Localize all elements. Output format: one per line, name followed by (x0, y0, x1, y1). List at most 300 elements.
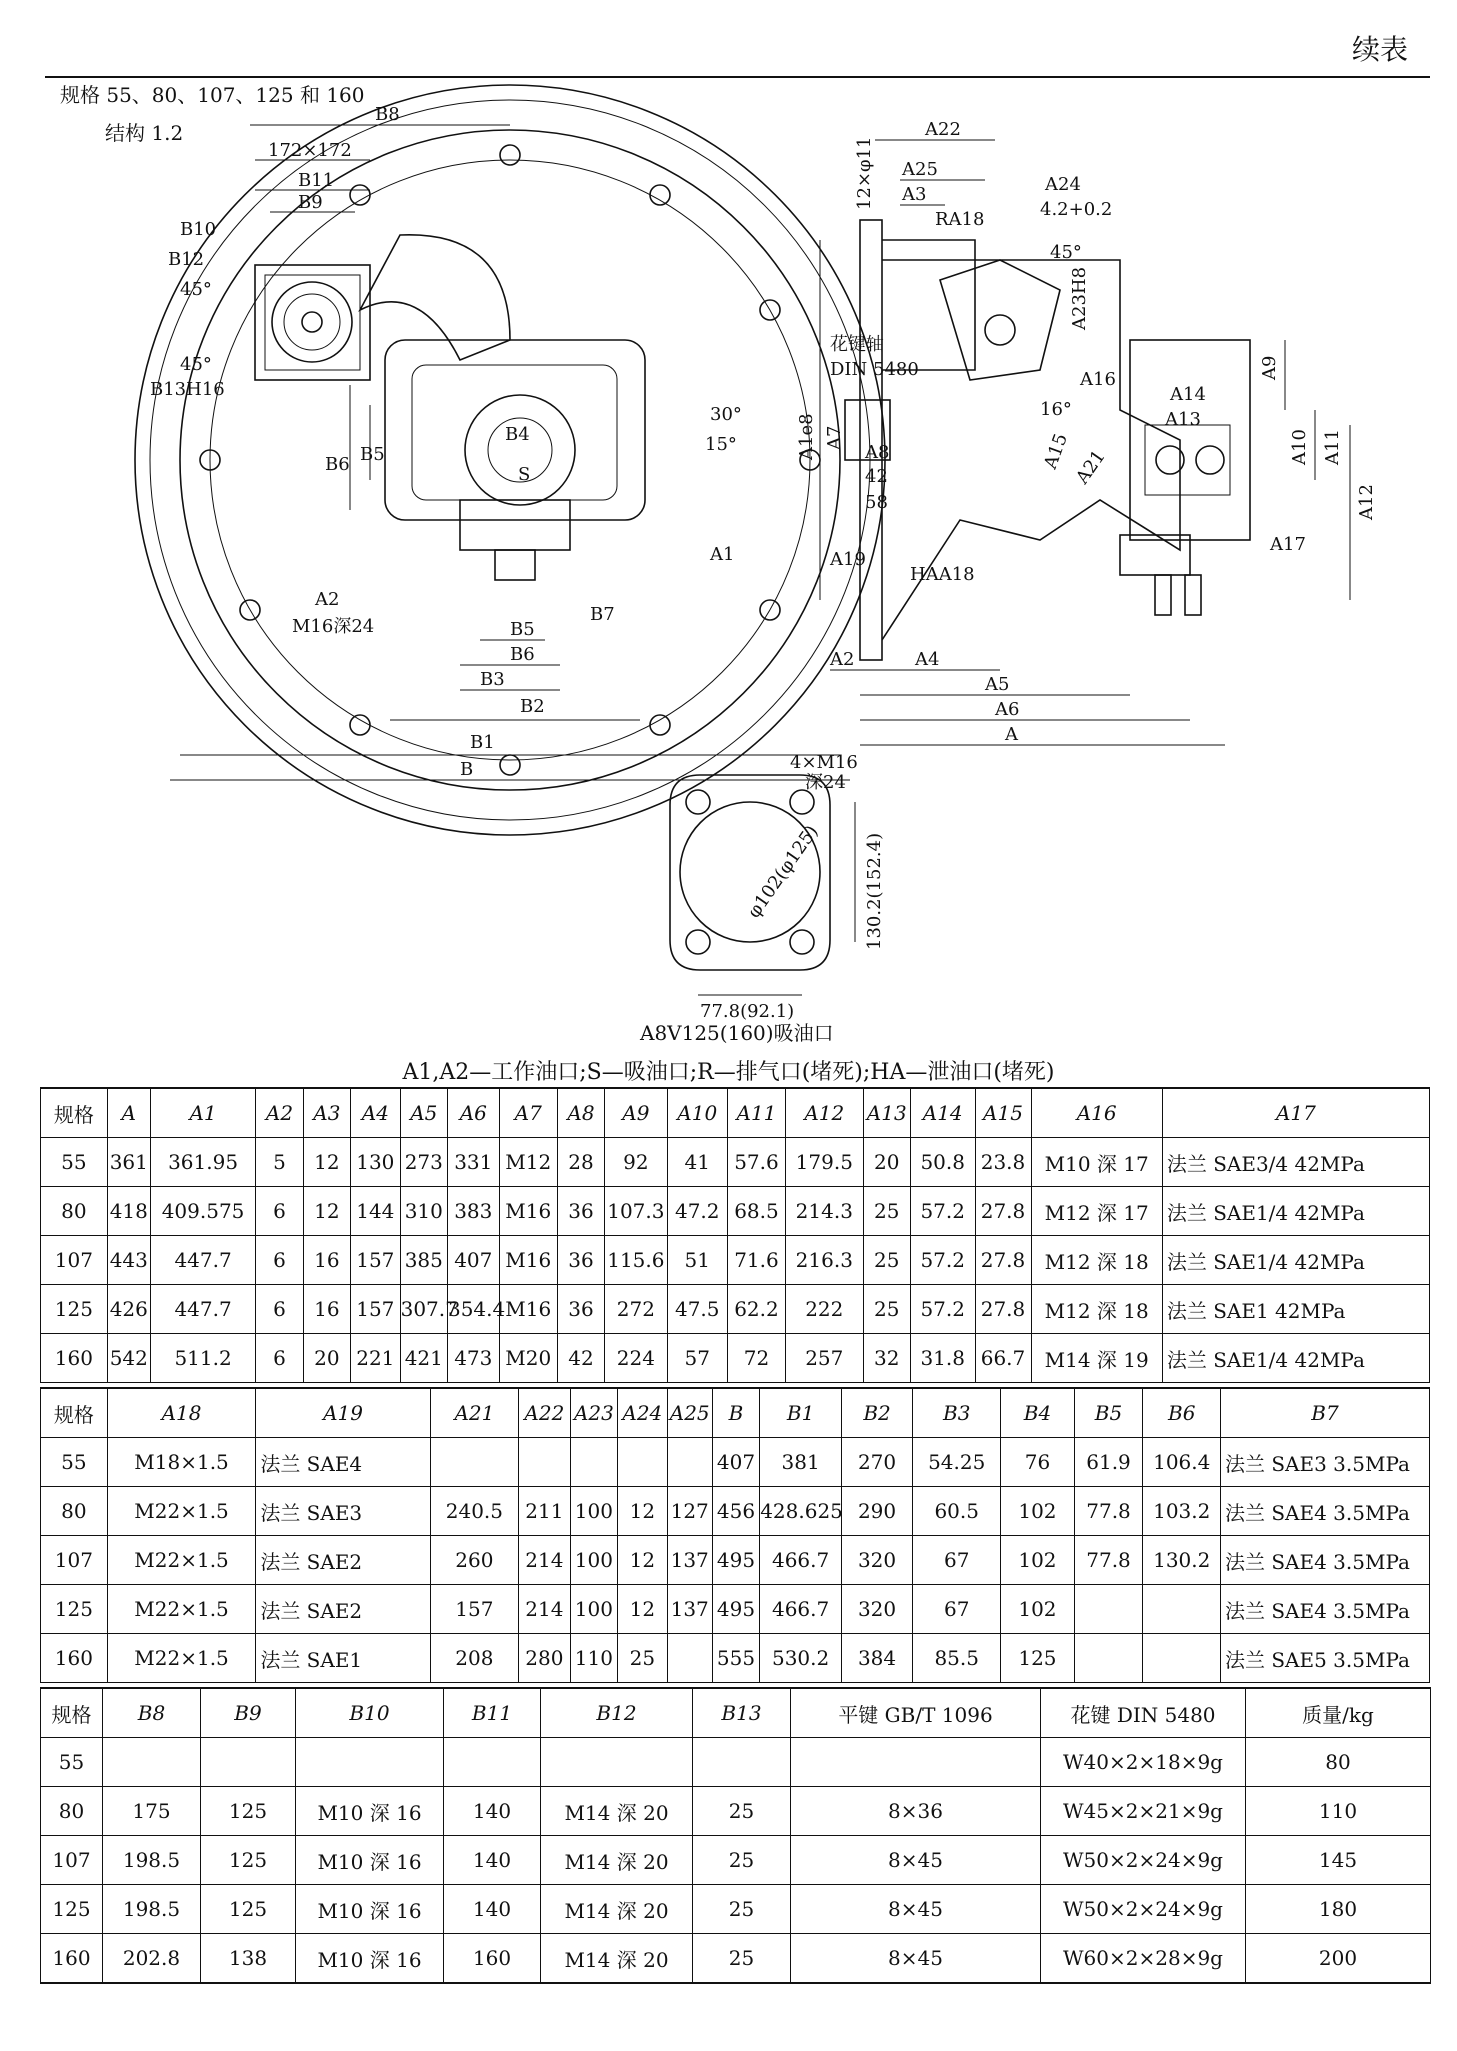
table-header-cell: A12 (786, 1088, 864, 1138)
table-cell: 法兰 SAE1/4 42MPa (1162, 1187, 1429, 1236)
table-cell: 法兰 SAE3 3.5MPa (1220, 1438, 1429, 1487)
table-cell: 法兰 SAE1 (256, 1634, 430, 1683)
table-cell: 6 (256, 1236, 303, 1285)
label-b9: B9 (298, 192, 323, 213)
table-cell: 320 (842, 1536, 913, 1585)
table-cell: 107 (41, 1236, 108, 1285)
table-row (41, 1738, 1431, 1787)
table-cell (570, 1438, 617, 1487)
table-cell (296, 1738, 444, 1787)
structure-line: 结构 1.2 (105, 121, 184, 145)
table-cell: M22×1.5 (107, 1585, 256, 1634)
label-15deg: 15° (705, 434, 737, 455)
label-172x172: 172×172 (268, 140, 352, 161)
table-cell (430, 1438, 518, 1487)
table-cell: 160 (444, 1934, 541, 1984)
table-cell: 138 (201, 1934, 296, 1984)
table-cell: 77.8 (1074, 1536, 1143, 1585)
table-header-cell: A13 (863, 1088, 910, 1138)
table-header-cell: 平键 GB/T 1096 (791, 1688, 1041, 1738)
table-cell: 8×45 (791, 1934, 1041, 1984)
table-cell: 12 (618, 1487, 668, 1536)
table-cell: 8×45 (791, 1836, 1041, 1885)
table-cell: 157 (351, 1236, 401, 1285)
label-a9: A9 (1259, 355, 1280, 380)
table-cell: 473 (447, 1334, 499, 1383)
spec-table-1-body (41, 1088, 1430, 1383)
table-cell: 25 (693, 1934, 791, 1984)
pump-dimension-drawing (40, 80, 1430, 1090)
table-cell: 106.4 (1143, 1438, 1221, 1487)
label-depth24: 深24 (805, 772, 846, 793)
table-cell: 140 (444, 1836, 541, 1885)
table-cell: 511.2 (150, 1334, 256, 1383)
table-header-cell: A24 (618, 1388, 668, 1438)
label-a10: A10 (1289, 429, 1310, 465)
table-cell: 6 (256, 1285, 303, 1334)
table-cell: 25 (693, 1836, 791, 1885)
table-cell: M14 深 20 (541, 1836, 693, 1885)
table-header-cell: 规格 (41, 1688, 103, 1738)
table-cell: 407 (447, 1236, 499, 1285)
table-cell: 456 (712, 1487, 759, 1536)
table-cell: 55 (41, 1138, 108, 1187)
table-cell: 381 (760, 1438, 842, 1487)
table-cell: 16 (303, 1236, 350, 1285)
table-cell: 102 (1001, 1536, 1074, 1585)
label-130-2: 130.2(152.4) (864, 832, 885, 950)
table-cell: 354.4 (447, 1285, 499, 1334)
table-header-cell: A (107, 1088, 150, 1138)
page-header (45, 0, 1430, 78)
table-cell: M10 深 17 (1031, 1138, 1162, 1187)
table-cell: 25 (618, 1634, 668, 1683)
label-haa18: HAA18 (910, 564, 975, 585)
table-header-cell: 规格 (41, 1088, 108, 1138)
table-header-cell: A1 (150, 1088, 256, 1138)
table-cell: 214.3 (786, 1187, 864, 1236)
spec-line: 规格 55、80、107、125 和 160 (60, 83, 365, 107)
label-a24: A24 (1045, 174, 1081, 195)
table-row (41, 1187, 1430, 1236)
label-a3: A3 (902, 184, 927, 205)
table-cell (444, 1738, 541, 1787)
table-header-cell: 花键 DIN 5480 (1041, 1688, 1246, 1738)
table-row (41, 1885, 1431, 1934)
table-cell: M22×1.5 (107, 1487, 256, 1536)
port-view-label: A8V125(160)吸油口 (640, 1021, 834, 1045)
label-a25: A25 (902, 159, 938, 180)
table-row (41, 1334, 1430, 1383)
table-cell: 54.25 (913, 1438, 1001, 1487)
table-cell: 法兰 SAE2 (256, 1585, 430, 1634)
label-a11: A11 (1322, 429, 1343, 465)
table-header-cell: A21 (430, 1388, 518, 1438)
table-header-cell: 规格 (41, 1388, 108, 1438)
table-cell: 76 (1001, 1438, 1074, 1487)
table-cell: 法兰 SAE4 3.5MPa (1220, 1585, 1429, 1634)
label-b6-left: B6 (325, 454, 350, 475)
table-cell: 68.5 (727, 1187, 785, 1236)
table-cell: 260 (430, 1536, 518, 1585)
table-cell: 107 (41, 1536, 108, 1585)
table-cell: 214 (519, 1585, 571, 1634)
label-45-top: 45° (180, 279, 212, 300)
table-cell: 85.5 (913, 1634, 1001, 1683)
spec-table-1 (40, 1087, 1430, 1383)
table-cell: 67 (913, 1585, 1001, 1634)
label-58: 58 (865, 492, 888, 513)
table-cell: M10 深 16 (296, 1885, 444, 1934)
table-cell: 12 (618, 1585, 668, 1634)
table-cell: 57.2 (910, 1236, 975, 1285)
table-cell: 273 (400, 1138, 447, 1187)
table-cell: 6 (256, 1187, 303, 1236)
table-cell: 418 (107, 1187, 150, 1236)
table-cell: 8×45 (791, 1885, 1041, 1934)
table-row (41, 1285, 1430, 1334)
table-cell: 466.7 (760, 1585, 842, 1634)
table-cell: 179.5 (786, 1138, 864, 1187)
label-a21: A21 (1071, 446, 1110, 488)
table-cell: M18×1.5 (107, 1438, 256, 1487)
table-header-cell: A15 (975, 1088, 1031, 1138)
table-header-row (41, 1388, 1430, 1438)
table-cell: 307.7 (400, 1285, 447, 1334)
table-cell: 125 (41, 1885, 103, 1934)
label-a23h8: A23H8 (1069, 266, 1090, 330)
spec-table-2-body (41, 1388, 1430, 1683)
table-cell: 310 (400, 1187, 447, 1236)
table-cell: 175 (103, 1787, 201, 1836)
table-header-cell: A17 (1162, 1088, 1429, 1138)
table-header-cell: A14 (910, 1088, 975, 1138)
table-cell: 47.2 (667, 1187, 727, 1236)
table-header-cell: B3 (913, 1388, 1001, 1438)
table-cell: 55 (41, 1738, 103, 1787)
table-cell: 130 (351, 1138, 401, 1187)
table-cell: M16 (499, 1236, 557, 1285)
table-cell: 202.8 (103, 1934, 201, 1984)
label-77-8: 77.8(92.1) (700, 1001, 795, 1022)
table-cell: W50×2×24×9g (1041, 1885, 1246, 1934)
table-cell: 180 (1246, 1885, 1431, 1934)
table-cell: 137 (667, 1585, 712, 1634)
table-header-cell: A11 (727, 1088, 785, 1138)
label-a12: A12 (1356, 484, 1377, 520)
table-cell: 法兰 SAE4 3.5MPa (1220, 1487, 1429, 1536)
label-12xphi11: 12×φ11 (854, 136, 875, 210)
table-header-cell: B1 (760, 1388, 842, 1438)
table-cell: 67 (913, 1536, 1001, 1585)
spec-table-3-body (41, 1688, 1431, 1983)
table-cell: 36 (557, 1187, 604, 1236)
table-cell: 125 (201, 1885, 296, 1934)
table-cell: 80 (41, 1487, 108, 1536)
label-a13: A13 (1165, 409, 1201, 430)
table-cell: 125 (41, 1585, 108, 1634)
table-row (41, 1934, 1431, 1984)
table-header-cell: A23 (570, 1388, 617, 1438)
label-spline-shaft: 花键轴 (830, 334, 884, 355)
table-cell: M22×1.5 (107, 1536, 256, 1585)
label-45deg-right: 45° (1050, 242, 1082, 263)
label-a7: A7 (824, 425, 845, 450)
table-header-cell: A22 (519, 1388, 571, 1438)
table-cell: M12 深 18 (1031, 1236, 1162, 1285)
table-cell (693, 1738, 791, 1787)
label-b5: B5 (510, 619, 535, 640)
table-row (41, 1236, 1430, 1285)
table-cell: 495 (712, 1536, 759, 1585)
label-b3: B3 (480, 669, 505, 690)
table-cell: 16 (303, 1285, 350, 1334)
table-cell: 447.7 (150, 1285, 256, 1334)
table-cell: M12 (499, 1138, 557, 1187)
table-cell: 125 (1001, 1634, 1074, 1683)
table-cell: 221 (351, 1334, 401, 1383)
table-header-cell: A4 (351, 1088, 401, 1138)
table-cell: 240.5 (430, 1487, 518, 1536)
label-a17: A17 (1270, 534, 1306, 555)
spec-table-2 (40, 1387, 1430, 1683)
table-cell: 80 (41, 1787, 103, 1836)
table-cell: 530.2 (760, 1634, 842, 1683)
table-cell: 12 (303, 1138, 350, 1187)
label-a2-right: A2 (830, 649, 855, 670)
label-a1: A1 (710, 544, 735, 565)
table-cell: 127 (667, 1487, 712, 1536)
label-b: B (460, 759, 474, 780)
spec-table-3 (40, 1687, 1431, 1984)
table-cell: 157 (430, 1585, 518, 1634)
table-cell: 447.7 (150, 1236, 256, 1285)
table-cell: 42 (557, 1334, 604, 1383)
label-42: 42 (865, 466, 888, 487)
table-cell: 495 (712, 1585, 759, 1634)
table-header-cell: B5 (1074, 1388, 1143, 1438)
table-cell: M14 深 20 (541, 1787, 693, 1836)
table-header-row (41, 1088, 1430, 1138)
table-cell: 160 (41, 1934, 103, 1984)
table-cell: 36 (557, 1236, 604, 1285)
table-cell: 257 (786, 1334, 864, 1383)
table-cell: M14 深 20 (541, 1885, 693, 1934)
table-cell: 137 (667, 1536, 712, 1585)
label-a6: A6 (995, 699, 1020, 720)
table-cell: 法兰 SAE4 (256, 1438, 430, 1487)
table-header-cell: B6 (1143, 1388, 1221, 1438)
table-header-row (41, 1688, 1431, 1738)
table-row (41, 1836, 1431, 1885)
table-cell: M16 (499, 1285, 557, 1334)
table-cell: 法兰 SAE1/4 42MPa (1162, 1236, 1429, 1285)
table-cell: 25 (693, 1787, 791, 1836)
label-b7: B7 (590, 604, 615, 625)
table-cell: M22×1.5 (107, 1634, 256, 1683)
table-cell: 27.8 (975, 1236, 1031, 1285)
label-ra18: RA18 (935, 209, 985, 230)
table-cell: 71.6 (727, 1236, 785, 1285)
table-cell: 160 (41, 1334, 108, 1383)
table-cell: 8×36 (791, 1787, 1041, 1836)
table-cell: 409.575 (150, 1187, 256, 1236)
table-cell: M14 深 20 (541, 1934, 693, 1984)
table-row (41, 1536, 1430, 1585)
table-row (41, 1438, 1430, 1487)
table-cell: M10 深 16 (296, 1934, 444, 1984)
table-cell: 198.5 (103, 1885, 201, 1934)
table-cell: 102 (1001, 1487, 1074, 1536)
table-cell: 28 (557, 1138, 604, 1187)
table-cell: 25 (693, 1885, 791, 1934)
label-a16: A16 (1080, 369, 1116, 390)
table-cell: 27.8 (975, 1187, 1031, 1236)
table-cell: 20 (303, 1334, 350, 1383)
table-cell: W50×2×24×9g (1041, 1836, 1246, 1885)
table-cell: 25 (863, 1187, 910, 1236)
table-cell (667, 1438, 712, 1487)
table-header-cell: A3 (303, 1088, 350, 1138)
table-header-cell: A5 (400, 1088, 447, 1138)
table-cell: 198.5 (103, 1836, 201, 1885)
table-cell: 216.3 (786, 1236, 864, 1285)
table-cell: 20 (863, 1138, 910, 1187)
table-header-cell: B (712, 1388, 759, 1438)
table-cell: M16 (499, 1187, 557, 1236)
table-cell: 110 (1246, 1787, 1431, 1836)
table-cell: 383 (447, 1187, 499, 1236)
table-header-cell: B10 (296, 1688, 444, 1738)
table-cell (1143, 1585, 1221, 1634)
table-cell: 115.6 (605, 1236, 667, 1285)
table-cell: 361 (107, 1138, 150, 1187)
table-cell: 384 (842, 1634, 913, 1683)
table-header-cell: B7 (1220, 1388, 1429, 1438)
table-cell (201, 1738, 296, 1787)
table-cell: 361.95 (150, 1138, 256, 1187)
table-cell: 102 (1001, 1585, 1074, 1634)
label-b4: B4 (505, 424, 530, 445)
table-cell: 57 (667, 1334, 727, 1383)
header-title: 续表 (1351, 33, 1408, 66)
table-cell: 208 (430, 1634, 518, 1683)
table-row (41, 1487, 1430, 1536)
table-header-cell: A8 (557, 1088, 604, 1138)
label-b5-left: B5 (360, 444, 385, 465)
table-cell: 407 (712, 1438, 759, 1487)
table-cell: 12 (303, 1187, 350, 1236)
label-b2: B2 (520, 696, 545, 717)
label-phi102: φ102(φ125) (743, 821, 823, 923)
table-cell: M20 (499, 1334, 557, 1383)
table-header-cell: B2 (842, 1388, 913, 1438)
drawing-caption: A1,A2—工作油口;S—吸油口;R—排气口(堵死);HA—泄油口(堵死) (402, 1060, 1055, 1085)
table-cell: 125 (201, 1836, 296, 1885)
table-cell: 555 (712, 1634, 759, 1683)
table-header-cell: A2 (256, 1088, 303, 1138)
table-cell (1143, 1634, 1221, 1683)
table-cell: 61.9 (1074, 1438, 1143, 1487)
table-cell: 290 (842, 1487, 913, 1536)
table-cell: 32 (863, 1334, 910, 1383)
label-a5: A5 (985, 674, 1010, 695)
technical-drawing (40, 80, 1430, 1090)
table-cell: 320 (842, 1585, 913, 1634)
table-header-cell: A16 (1031, 1088, 1162, 1138)
table-cell: M10 深 16 (296, 1787, 444, 1836)
table-cell: 72 (727, 1334, 785, 1383)
table-cell (1074, 1585, 1143, 1634)
table-header-cell: A19 (256, 1388, 430, 1438)
table-cell: 160 (41, 1634, 108, 1683)
table-cell: 47.5 (667, 1285, 727, 1334)
table-cell: 27.8 (975, 1285, 1031, 1334)
table-cell: 145 (1246, 1836, 1431, 1885)
label-a19: A19 (830, 549, 866, 570)
table-row (41, 1787, 1431, 1836)
table-cell: 100 (570, 1585, 617, 1634)
table-header-cell: A10 (667, 1088, 727, 1138)
table-cell: 25 (863, 1285, 910, 1334)
table-cell: W45×2×21×9g (1041, 1787, 1246, 1836)
table-cell: 211 (519, 1487, 571, 1536)
label-a8: A8 (865, 442, 890, 463)
table-header-cell: B4 (1001, 1388, 1074, 1438)
table-cell: 466.7 (760, 1536, 842, 1585)
table-cell: 60.5 (913, 1487, 1001, 1536)
table-header-cell: A6 (447, 1088, 499, 1138)
table-cell: 224 (605, 1334, 667, 1383)
table-cell: 41 (667, 1138, 727, 1187)
table-cell: 385 (400, 1236, 447, 1285)
table-cell: 法兰 SAE2 (256, 1536, 430, 1585)
table-cell (103, 1738, 201, 1787)
table-cell: 140 (444, 1885, 541, 1934)
table-cell: 125 (41, 1285, 108, 1334)
table-cell: 62.2 (727, 1285, 785, 1334)
table-cell: 443 (107, 1236, 150, 1285)
table-cell: 130.2 (1143, 1536, 1221, 1585)
table-cell: 100 (570, 1536, 617, 1585)
table-cell: 421 (400, 1334, 447, 1383)
table-cell: M10 深 16 (296, 1836, 444, 1885)
label-b12: B12 (168, 249, 205, 270)
table-cell (667, 1634, 712, 1683)
table-header-cell: 质量/kg (1246, 1688, 1431, 1738)
label-s: S (518, 464, 531, 485)
table-cell: 36 (557, 1285, 604, 1334)
table-cell: 92 (605, 1138, 667, 1187)
table-cell: 23.8 (975, 1138, 1031, 1187)
table-cell: 5 (256, 1138, 303, 1187)
table-cell: 80 (1246, 1738, 1431, 1787)
table-cell: 272 (605, 1285, 667, 1334)
table-header-cell: A25 (667, 1388, 712, 1438)
table-cell: 51 (667, 1236, 727, 1285)
table-cell: 428.625 (760, 1487, 842, 1536)
label-a4: A4 (915, 649, 940, 670)
table-cell: M14 深 19 (1031, 1334, 1162, 1383)
table-cell: 426 (107, 1285, 150, 1334)
table-cell (618, 1438, 668, 1487)
table-cell: M12 深 17 (1031, 1187, 1162, 1236)
label-16deg: 16° (1040, 399, 1072, 420)
table-cell (541, 1738, 693, 1787)
table-cell: 法兰 SAE5 3.5MPa (1220, 1634, 1429, 1683)
table-cell: 270 (842, 1438, 913, 1487)
table-cell (791, 1738, 1041, 1787)
